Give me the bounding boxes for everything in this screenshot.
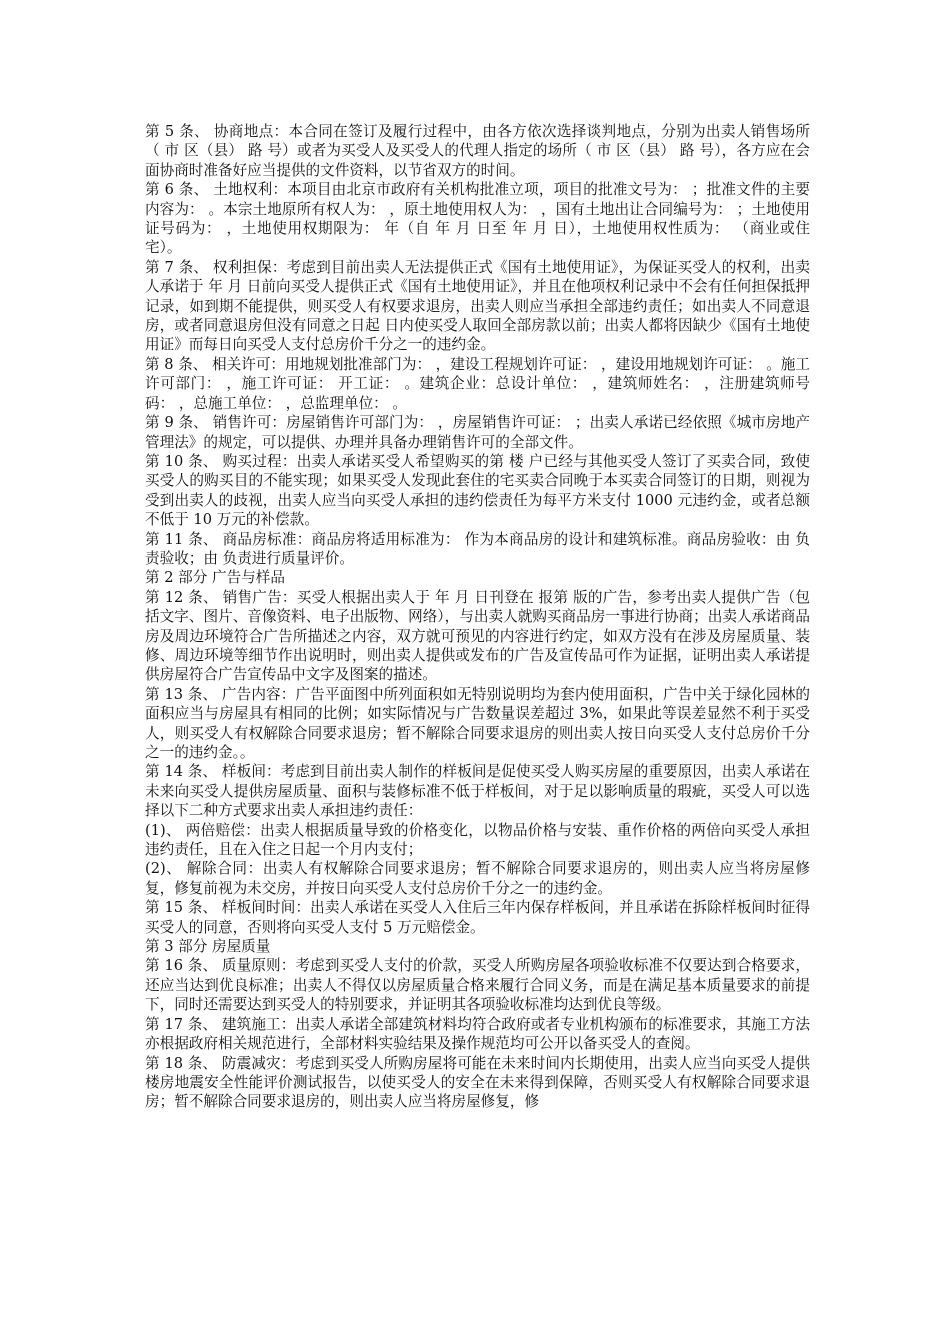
clause-5: 第 5 条、 协商地点：本合同在签订及履行过程中，由各方依次选择谈判地点，分别为出卖人销售场所（ 市 区（县） 路 号）或者为买受人及买受人的代理人指定的场所（ 市 区（县） 路 号），各方应在会面协商时准备好应当提供的文件资料，以节省双方的时间。 xyxy=(145,123,810,179)
clause-14-item-1: (1)、 两倍赔偿：出卖人根据质量导致的价格变化，以物品价格与安装、重作价格的两倍向买受人承担违约责任，且在入住之日起一个月内支付； xyxy=(145,821,810,859)
clause-16: 第 16 条、 质量原则：考虑到买受人支付的价款，买受人所购房屋各项验收标准不仅要达到合格要求，还应当达到优良标准；出卖人不得仅以房屋质量合格来履行合同义务，而是在满足基本质量要求的前提下，同时还需要达到买受人的特别要求，并证明其各项验收标准均达到优良等级。 xyxy=(145,957,810,1014)
section-heading-part-3: 第 3 部分 房屋质量 xyxy=(145,938,271,956)
clause-6: 第 6 条、 土地权利：本项目由北京市政府有关机构批准立项，项目的批准文号为： ；批准文件的主要内容为： 。本宗土地原所有权人为： ，原土地使用权人为： ，国有土地出让合同编号为： ；土地使用证号码为： ，土地使用权期限为： 年（自 年 月 日至 年 月 日），土地使用权性质为： （商业或住宅）。 xyxy=(145,181,810,257)
section-heading-part-2: 第 2 部分 广告与样品 xyxy=(145,569,285,587)
clause-12: 第 12 条、 销售广告：买受人根据出卖人于 年 月 日刊登在 报第 版的广告，参考出卖人提供广告（包括文字、图片、音像资料、电子出版物、网络），与出卖人就购买商品房一事进行协商；出卖人承诺商品房及周边环境符合广告所描述之内容，双方就可预见的内容进行约定，如双方没有在涉及房屋质量、装修、周边环境等细节作出说明时，则出卖人提供或发布的广告及宣传品可作为证据，证明出卖人承诺提供房屋符合广告宣传品中文字及图案的描述。 xyxy=(145,588,810,684)
clause-11: 第 11 条、 商品房标准：商品房将适用标准为： 作为本商品房的设计和建筑标准。商品房验收：由 负责验收；由 负责进行质量评价。 xyxy=(145,530,810,567)
clause-17: 第 17 条、 建筑施工：出卖人承诺全部建筑材料均符合政府或者专业机构颁布的标准要求，其施工方法亦根据政府相关规范进行，全部材料实验结果及操作规范均可公开以备买受人的查阅。 xyxy=(145,1015,810,1053)
clause-13: 第 13 条、 广告内容：广告平面图中所列面积如无特别说明均为套内使用面积，广告中关于绿化园林的面积应当与房屋具有相同的比例；如实际情况与广告数量误差超过 3%，如果此等误差显然不利于买受人，则买受人有权解除合同要求退房；暂不解除合同要求退房的则出卖人按日向买受人支付总房价千分之一的违约金。。 xyxy=(145,685,810,761)
clause-7: 第 7 条、 权利担保：考虑到目前出卖人无法提供正式《国有土地使用证》，为保证买受人的权利，出卖人承诺于 年 月 日前向买受人提供正式《国有土地使用证》，并且在他项权利记录中不会有任何担保抵押记录，如到期不能提供，则买受人有权要求退房，出卖人则应当承担全部违约责任；如出卖人不同意退房，或者同意退房但没有同意之日起 日内使买受人取回全部房款以前；出卖人都将因缺少《国有土地使用证》而每日向买受人支付总房价千分之一的违约金。 xyxy=(145,258,810,354)
clause-18: 第 18 条、 防震减灾：考虑到买受人所购房屋将可能在未来时间内长期使用，出卖人应当向买受人提供楼房地震安全性能评价测试报告，以使买受人的安全在未来得到保障，否则买受人有权解除合同要求退房；暂不解除合同要求退房的，则出卖人应当将房屋修复，修 xyxy=(145,1054,810,1111)
clause-9: 第 9 条、 销售许可：房屋销售许可部门为： ，房屋销售许可证： ；出卖人承诺已经依照《城市房地产管理法》的规定，可以提供、办理并具备办理销售许可的全部文件。 xyxy=(145,414,810,451)
clause-8: 第 8 条、 相关许可：用地规划批准部门为： ，建设工程规划许可证： ，建设用地规划许可证： 。施工许可部门： ，施工许可证： 开工证： 。建筑企业：总设计单位： ，建筑师姓名： ，注册建筑师号码： ，总施工单位： ，总监理单位： 。 xyxy=(145,355,810,412)
clause-14: 第 14 条、 样板间：考虑到目前出卖人制作的样板间是促使买受人购买房屋的重要原因，出卖人承诺在未来向买受人提供房屋质量、面积与装修标准不低于样板间，对于足以影响质量的瑕疵，买受人可以选择以下二种方式要求出卖人承担违约责任： xyxy=(145,763,810,820)
document-body xyxy=(145,122,810,1112)
clause-15: 第 15 条、 样板间时间：出卖人承诺在买受人入住后三年内保存样板间，并且承诺在拆除样板间时征得买受人的同意，否则将向买受人支付 5 万元赔偿金。 xyxy=(145,899,810,936)
clause-14-item-2: (2)、 解除合同：出卖人有权解除合同要求退房；暂不解除合同要求退房的，则出卖人应当将房屋修复，修复前视为未交房，并按日向买受人支付总房价千分之一的违约金。 xyxy=(145,860,810,897)
clause-10: 第 10 条、 购买过程：出卖人承诺买受人希望购买的第 楼 户已经与其他买受人签订了买卖合同，致使买受人的购买目的不能实现；如果买受人发现此套住的宅买卖合同晚于本买卖合同签订的日期，则视为受到出卖人的歧视，出卖人应当向买受人承担的违约偿责任为每平方米支付 1000 元违约金，或者总额不低于 10 万元的补偿款。 xyxy=(145,452,810,529)
